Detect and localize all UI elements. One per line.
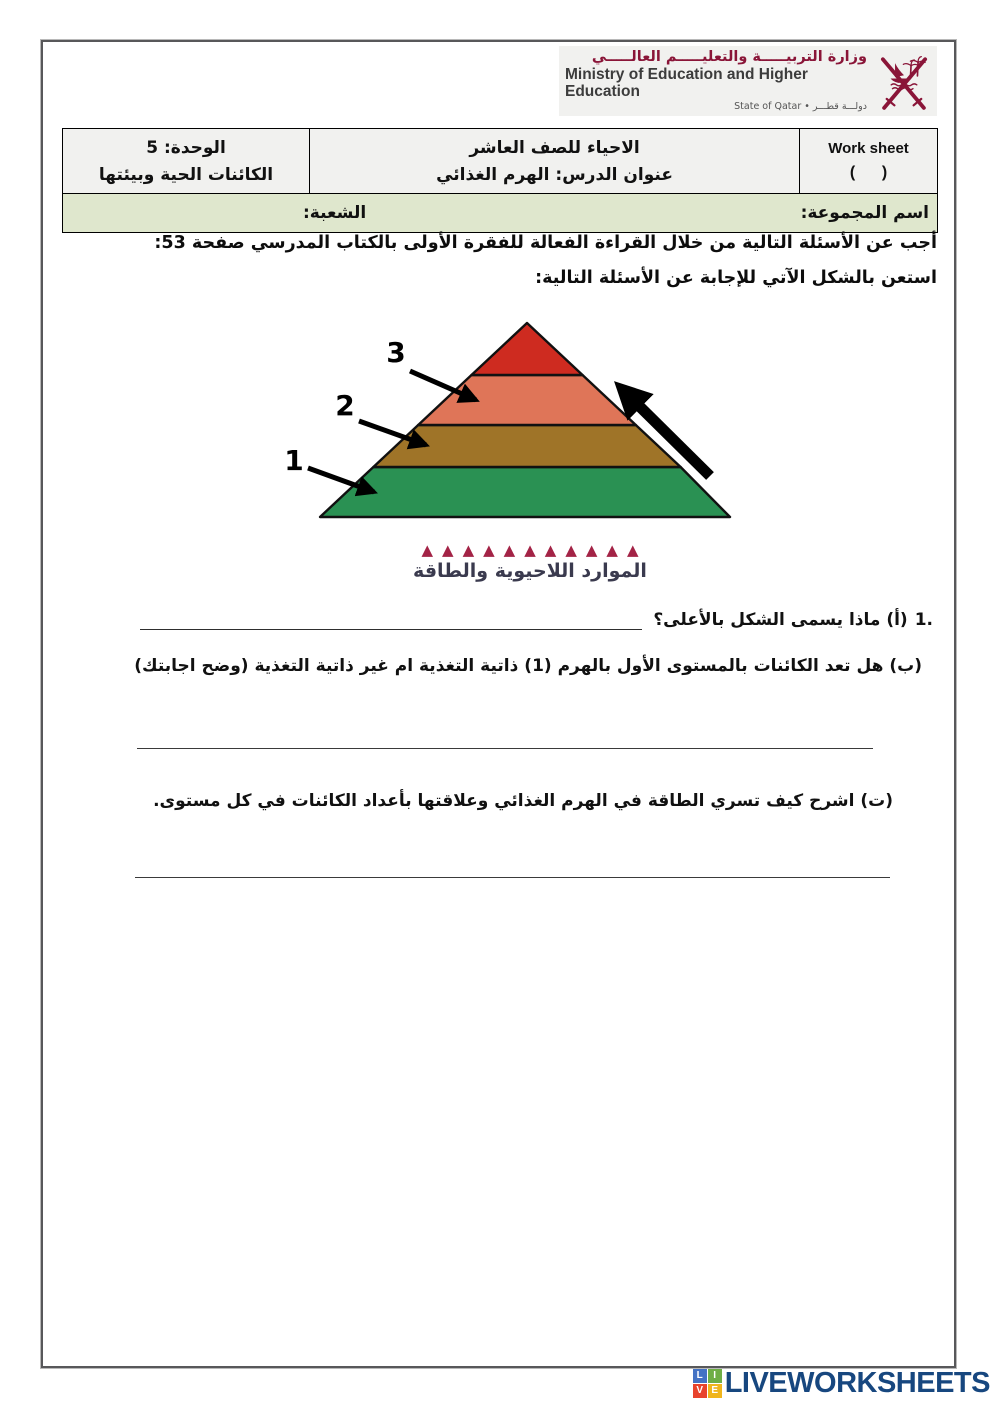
pyramid-layer-top [472, 323, 583, 375]
abiotic-markers [270, 543, 790, 558]
group-section-row [62, 194, 938, 233]
liveworksheets-logo-icon [693, 1369, 722, 1398]
question-1a-row [140, 609, 933, 630]
triangle-marker-icon: ▲ [626, 541, 648, 559]
pyramid-layer-3 [418, 375, 636, 425]
instructions-block [57, 233, 937, 290]
question-1b-text: (ب) هل تعد الكائنات بالمستوى الأول بالهرم (1) ذاتية التغذية ام غير ذاتية التغذية (وضح اجابتك) [134, 656, 922, 676]
food-pyramid-diagram [270, 313, 790, 543]
pyramid-label-1: 1 [284, 444, 304, 477]
triangle-marker-icon: ▲ [544, 541, 566, 559]
worksheet-mark-parentheses: ( ) [849, 164, 888, 181]
triangle-marker-icon: ▲ [585, 541, 607, 559]
lesson-cell [310, 128, 800, 194]
triangle-marker-icon: ▲ [442, 541, 463, 559]
worksheet-cell [800, 128, 938, 194]
worksheet-label: Work sheet [828, 140, 909, 157]
unit-cell [62, 128, 310, 194]
triangle-marker-icon: ▲ [565, 541, 586, 559]
triangle-marker-icon: ▲ [606, 541, 627, 559]
answer-blank-1a[interactable] [140, 609, 642, 630]
liveworksheets-brand-text: LIVEWORKSHEETS [724, 1367, 990, 1399]
instruction-line-2: استعن بالشكل الآتي للإجابة عن الأسئلة التالية: [535, 267, 937, 288]
section-label: الشعبة: [303, 203, 367, 223]
info-table-row-main [62, 128, 938, 194]
triangle-marker-icon: ▲ [483, 541, 504, 559]
unit-number-label: الوحدة: 5 [146, 137, 226, 158]
subject-grade-label: الاحياء للصف العاشر [469, 137, 640, 158]
figure-caption: الموارد اللاحيوية والطاقة [413, 560, 647, 582]
ministry-header [559, 46, 937, 116]
triangle-marker-icon: ▲ [524, 541, 545, 559]
ministry-name-arabic: وزارة التربيـــــة والتعليـــــم العالـــــي [591, 48, 867, 65]
food-pyramid-figure [270, 313, 790, 582]
answer-line-1c[interactable] [135, 877, 890, 878]
unit-name-label: الكائنات الحية وبيئتها [98, 164, 274, 185]
instruction-line-1: أجب عن الأسئلة التالية من خلال القراءة الفعالة للفقرة الأولى بالكتاب المدرسي صفحة 53: [154, 233, 937, 253]
triangle-marker-icon: ▲ [503, 541, 525, 559]
logo-letter-l: L [693, 1369, 707, 1383]
worksheet-info-table [62, 128, 938, 233]
lesson-title-label: عنوان الدرس: الهرم الغذائي [436, 164, 673, 185]
logo-letter-v: V [693, 1384, 707, 1398]
triangle-marker-icon: ▲ [462, 541, 484, 559]
state-of-qatar-line: State of Qatar • دولـــة قطـــر [734, 101, 867, 113]
ministry-text-block [565, 49, 867, 113]
pyramid-label-2: 2 [335, 389, 355, 422]
triangle-marker-icon: ▲ [421, 541, 443, 559]
question-1c-text: (ت) اشرح كيف تسري الطاقة في الهرم الغذائي وعلاقتها بأعداد الكائنات في كل مستوى. [153, 791, 893, 811]
qatar-emblem-icon [873, 49, 935, 113]
pyramid-layer-1-producers [320, 467, 730, 517]
group-name-label: اسم المجموعة: [800, 203, 929, 223]
logo-letter-e: E [708, 1384, 722, 1398]
pyramid-layer-2 [373, 425, 680, 467]
ministry-name-english: Ministry of Education and Higher Education [565, 65, 808, 101]
pyramid-label-3: 3 [386, 336, 406, 369]
liveworksheets-logo[interactable] [693, 1367, 990, 1400]
question-1a-text: (أ) ماذا يسمى الشكل بالأعلى؟ [653, 610, 908, 630]
answer-line-1b[interactable] [137, 748, 873, 749]
question-1-number: 1. [914, 610, 933, 630]
logo-letter-i: I [708, 1369, 722, 1383]
